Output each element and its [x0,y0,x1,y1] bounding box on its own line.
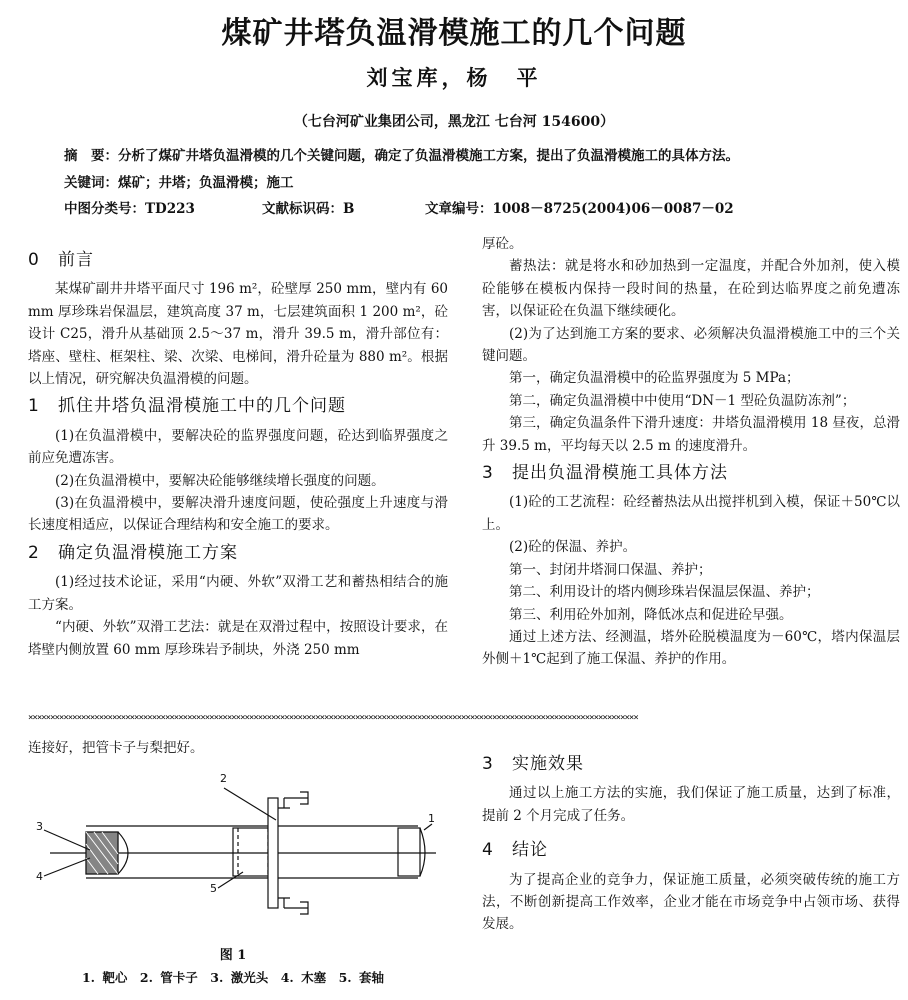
article-no [425,199,734,219]
clamp-handle-top [278,792,308,808]
sec1-paragraph-3: (3)在负温滑模中，要解决滑升速度问题，使砼强度上升速度与滑长速度相适应，以保证合理结构和安全施工的要求。 [28,495,448,534]
sec1-paragraph-2: (2)在负温滑模中，要解决砼能够继续增长强度的问题。 [55,472,385,489]
leader-3 [44,830,90,850]
article-no-label: 文章编号： [425,201,493,217]
right-paragraph-2: (2)为了达到施工方案的要求、必须解决负温滑模施工中的三个关键问题。 [482,325,900,365]
right-paragraph-5: 第三，确定负温条件下滑升速度：井塔负温滑模用 18 昼夜，总滑升 39.5 m，平均每天以 2.5 m 的速度滑升。 [482,415,900,454]
sec3-paragraph-5: 第三、利用砼外加剂，降低冰点和促进砼早强。 [509,606,793,623]
sec2-paragraph-2: “内硬、外软”双滑工艺法：就是在双滑过程中，按照设计要求，在塔壁内侧放置 60 mm 厚珍珠岩予制块，外浇 250 mm [28,619,448,658]
sleeve [233,828,273,876]
figure-label-3: 3 [36,820,43,833]
right-paragraph-3: 第一，确定负温滑模中的砼监界强度为 5 MPa； [509,370,800,387]
figure-1-diagram [28,768,448,948]
authors: 刘宝库，杨 平 [366,65,542,90]
right-paragraph-1: 蓄热法：就是将水和砂加热到一定温度，并配合外加剂，使入模砼能够在模板内保持一段时间的热量，在砼到达临界度之前免遭冻害，以保证砼在负温下继续硬化。 [482,258,900,320]
section-4-heading: 4 结论 [482,840,548,861]
section-3b-heading: 3 实施效果 [482,754,584,774]
paper-title: 煤矿井塔负温滑模施工的几个问题 [221,16,687,51]
section-3-heading: 3 提出负温滑模施工具体方法 [482,463,728,484]
right-paragraph-4: 第二，确定负温滑模中中使用“DN－1 型砼负温防冻剂”； [509,392,856,409]
bottom-right-column [482,748,900,936]
sec3-paragraph-2: (2)砼的保温、养护。 [509,539,637,556]
sec3-paragraph-3: 第一、封闭井塔洞口保温、养护； [509,561,712,578]
left-column [28,244,448,661]
keywords-label: 关键词： [64,175,118,191]
leader-5 [218,872,243,888]
clc [64,199,195,219]
section-1-heading: 1 抓住井塔负温滑模施工中的几个问题 [28,396,346,417]
doc-code-label: 文献标识码： [262,201,343,217]
sec1-paragraph-1: (1)在负温滑模中，要解决砼的监界强度问题，砼达到临界强度之前应免遭冻害。 [28,427,448,467]
sec3-paragraph-4: 第二、利用设计的塔内侧珍珠岩保温层保温、养护； [509,584,820,601]
sec3-paragraph-6: 通过上述方法、经测温，塔外砼脱模温度为－60℃，塔内保温层外侧＋1℃起到了施工保温、养护的作用。 [482,628,900,668]
abstract-text: 分析了煤矿井塔负温滑模的几个关键问题，确定了负温滑模施工方案，提出了负温滑模施工的具体方法。 [118,148,739,164]
keywords-text: 煤矿；井塔；负温滑模；施工 [118,175,294,191]
clc-label: 中图分类号： [64,201,145,217]
target [398,828,420,876]
clc-value: TD223 [145,201,195,217]
figure-label-2: 2 [220,772,227,785]
leader-4 [44,858,90,876]
section-2-heading: 2 确定负温滑模施工方案 [28,542,238,563]
sec3b-paragraph: 通过以上施工方法的实施，我们保证了施工质量，达到了标准，提前 2 个月完成了任务。 [482,785,900,824]
abstract [64,146,884,166]
sec2-paragraph-1: (1)经过技术论证，采用“内硬、外软”双滑工艺和蓄热相结合的施工方案。 [28,574,448,613]
figure-caption: 图 1 [219,948,247,963]
doc-code-value: B [343,201,355,217]
figure-label-4: 4 [36,870,43,883]
abstract-label: 摘 要： [64,148,118,164]
bottom-left-text: 连接好，把管卡子与梨把好。 [28,740,204,756]
figure-label-5: 5 [210,882,217,895]
right-continuation: 厚砼。 [482,236,523,252]
article-no-value: 1008－8725(2004)06－0087－02 [492,201,734,217]
figure-legend: 1. 靶心 2. 管卡子 3. 激光头 4. 木塞 5. 套轴 [81,970,384,985]
sec0-paragraph: 某煤矿副井井塔平面尺寸 196 m²，砼壁厚 250 mm，壁内有 60 mm 厚珍珠岩保温层，建筑高度 37 m，七层建筑面积 1 200 m²，砼设计 C25，滑升从基础顶 2.5～37 m，滑升 39.5 m，滑升部位有：塔座、壁柱、框架柱、梁、次梁、电梯间，滑升砼量为 880 m²。根据以上情况，研究解决负温滑模的问题。 [28,281,448,388]
article-separator: ×××××××××××××××××××××××××××××××××××××××××××××××××××××××××××××××××××××××××××××××××××××××××××××××××××××××××××××××××××××××××××××××××××××××××× [28,713,638,723]
section-0-heading: 0 前言 [28,250,94,270]
sec3-paragraph-1: (1)砼的工艺流程：砼经蓄热法从出搅拌机到入模，保证＋50℃以上。 [482,494,900,533]
figure-label-1: 1 [428,812,435,825]
pipe-clamp [268,798,278,908]
sec4-paragraph: 为了提高企业的竞争力，保证施工质量，必须突破传统的施工方法，不断创新提高工作效率，企业才能在市场竞争中占领市场、获得发展。 [482,871,900,933]
clamp-handle-bottom [278,898,308,914]
doc-code [262,199,354,219]
right-column [482,233,900,671]
affiliation: （七台河矿业集团公司，黑龙江 七台河 154600） [293,114,615,130]
keywords [64,173,884,193]
